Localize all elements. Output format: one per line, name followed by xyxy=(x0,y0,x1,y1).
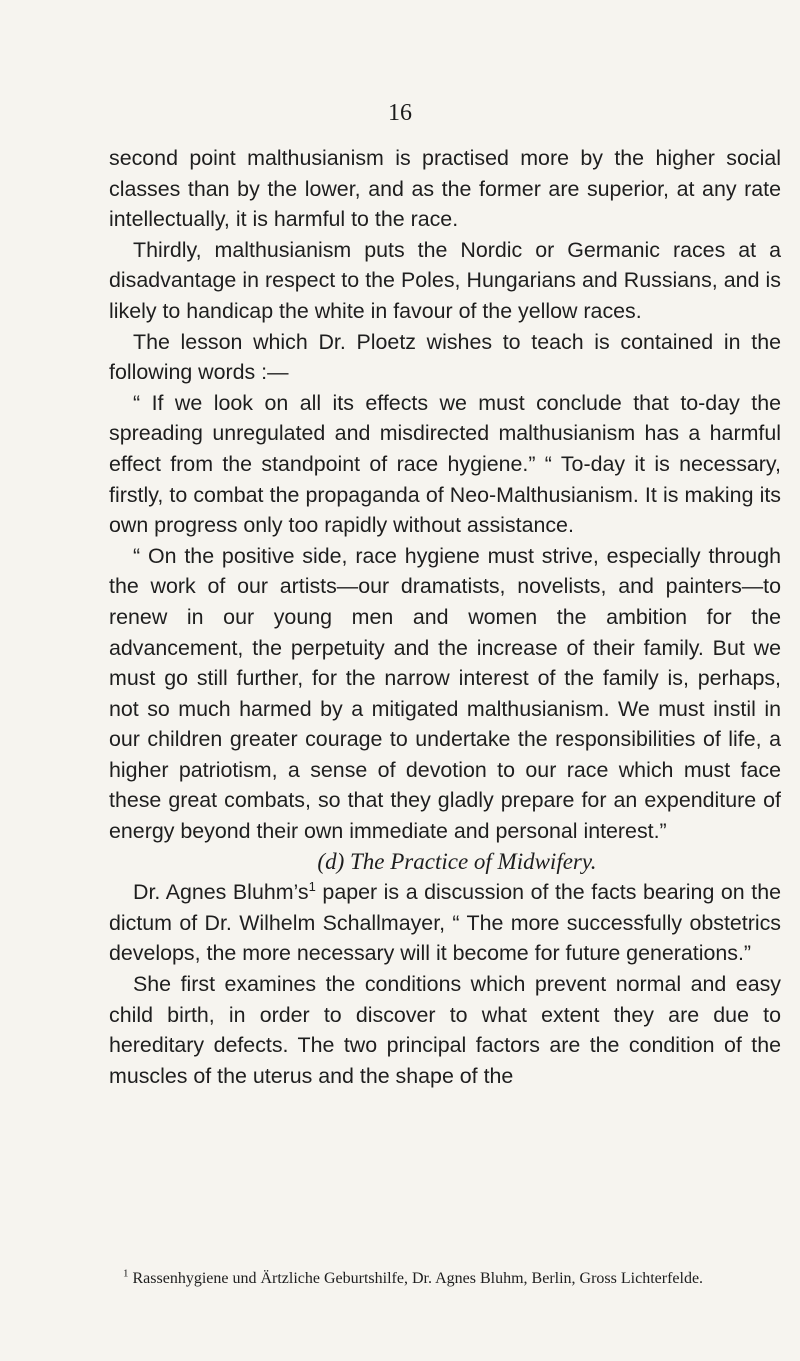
footnote xyxy=(109,1269,781,1289)
quote-paragraph-1: “ If we look on all its effects we must conclude that to-day the spreading unregulated and misdirected malthusianism has a harmful effect from the standpoint of race hygiene.” “ To-day it is necessary, firstly, to combat the propaganda of Neo-Malthusianism. It is making its own progress only too rapidly without assistance. xyxy=(109,390,781,538)
section-heading: (d) The Practice of Midwifery. xyxy=(317,848,597,874)
paragraph-continued: second point malthusianism is practised more by the higher social classes than by the lower, and as the former are superior, at any rate intellectually, it is harmful to the race. xyxy=(109,146,781,232)
body-text xyxy=(109,143,781,1091)
footnote-reference: 1 xyxy=(308,879,316,895)
footnote-text: Rassenhygiene und Ärtzliche Geburtshilfe, Dr. Agnes Bluhm, Berlin, Gross Lichterfelde. xyxy=(128,1270,704,1287)
paragraph-thirdly: Thirdly, malthusianism puts the Nordic or Germanic races at a disadvantage in respect to the Poles, Hungarians and Russians, and is likely to handicap the white in favour of the yellow races. xyxy=(109,237,781,323)
page-number: 16 xyxy=(388,100,412,126)
paragraph-bluhm-rest: paper is a discussion of the facts bearing on the dictum of Dr. Wilhelm Schallmayer, “ The more successfully obstetrics develops, the more necessary will it become for future generations.” xyxy=(109,880,781,966)
footnote-mark: 1 xyxy=(123,1267,129,1280)
paragraph-bluhm xyxy=(109,877,781,969)
paragraph-conditions: She first examines the conditions which prevent normal and easy child birth, in order to discover to what extent they are due to hereditary defects. The two principal factors are the condition of the muscles of the uterus and the shape of the xyxy=(109,972,781,1088)
paragraph-lesson: The lesson which Dr. Ploetz wishes to teach is contained in the following words :— xyxy=(109,329,781,385)
quote-paragraph-2: “ On the positive side, race hygiene must strive, especially through the work of our artists—our dramatists, novelists, and painters—to renew in our young men and women the ambition for the advancement, the perpetuity and the increase of their family. But we must go still further, for the narrow interest of the family is, perhaps, not so much harmed by a mitigated malthusianism. We must instil in our children greater courage to undertake the responsibilities of life, a higher patriotism, a sense of devotion to our race which must face these great combats, so that they gladly prepare for an expenditure of energy beyond their own immediate and personal interest.” xyxy=(109,543,781,844)
paragraph-bluhm-start: Dr. Agnes Bluhm’s xyxy=(133,880,309,905)
